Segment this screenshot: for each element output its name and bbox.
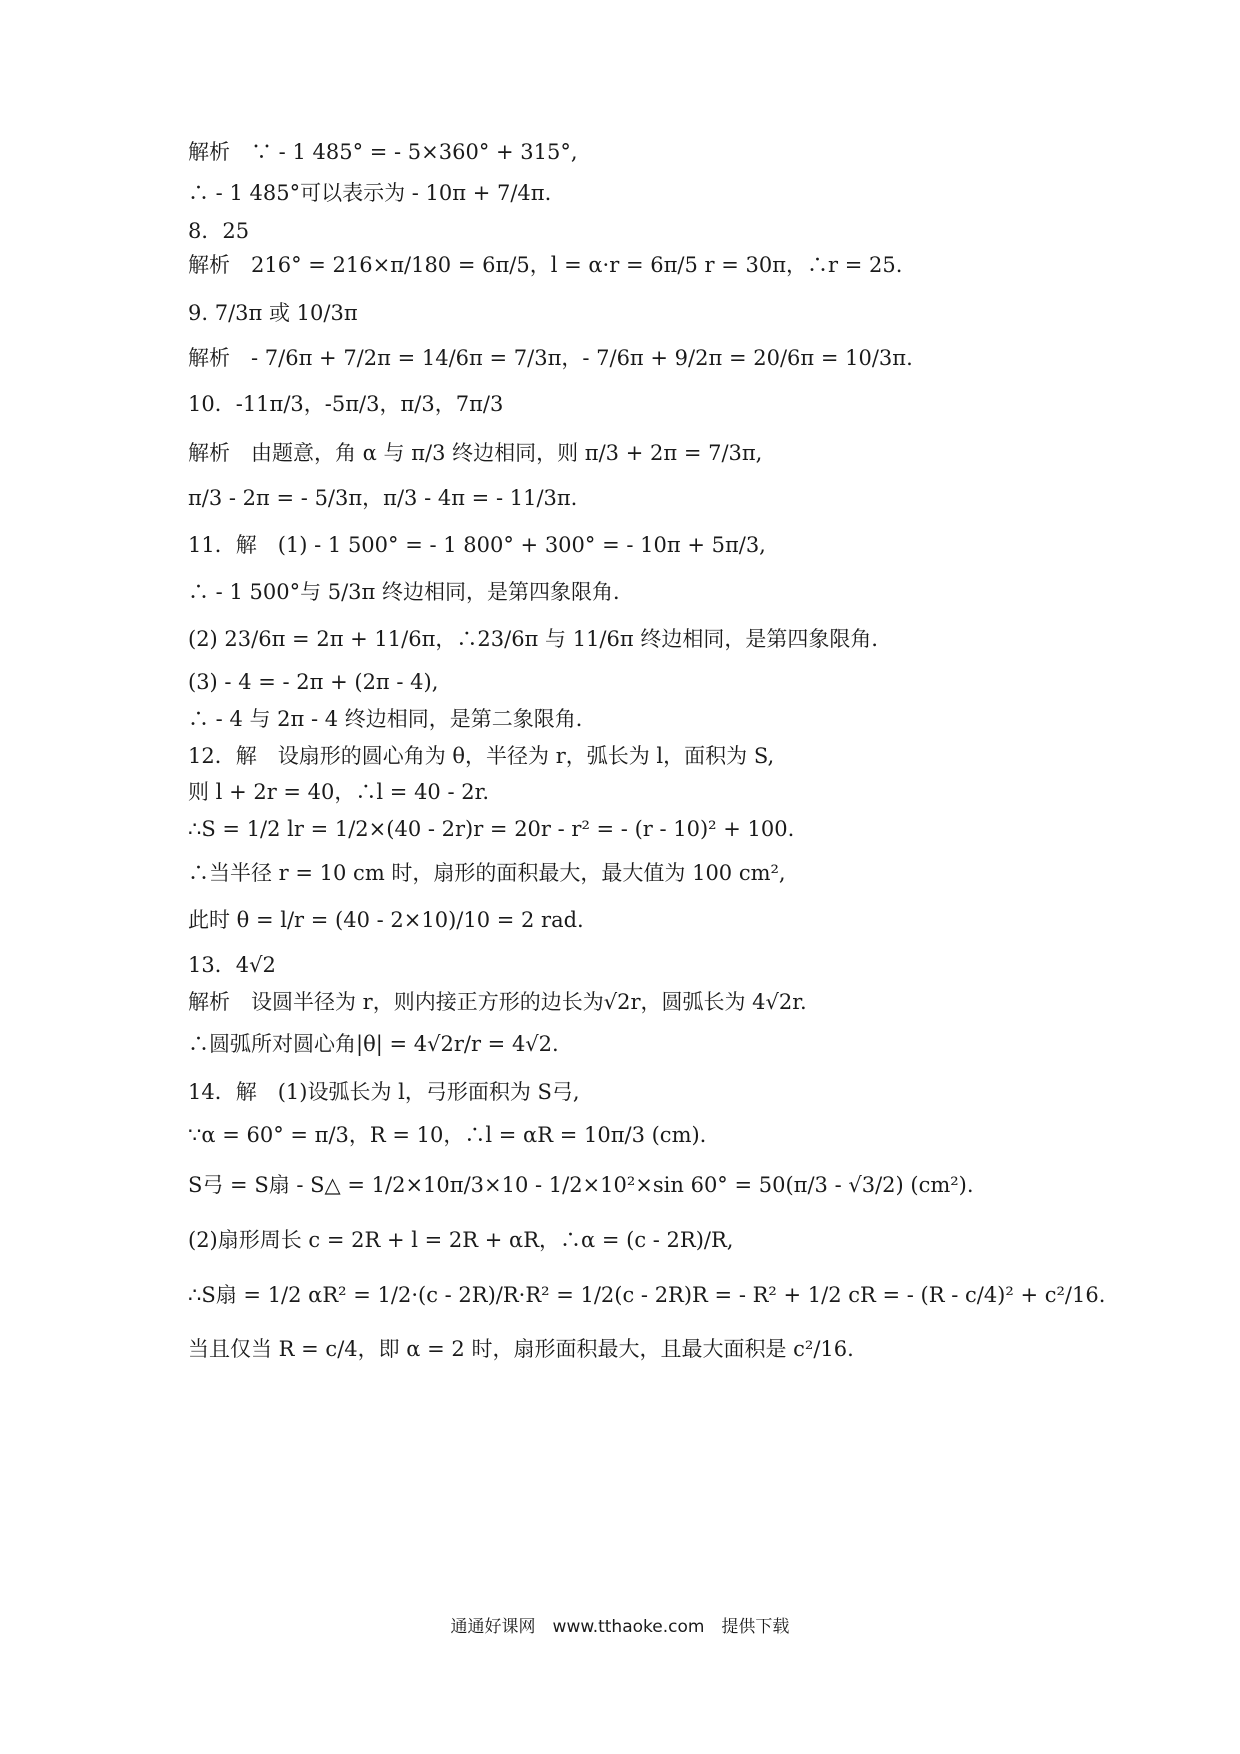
answer-line: ∴ - 1 485°可以表示为 - 10π + 7/4π. xyxy=(188,181,552,205)
answer-line: 解析 由题意，角 α 与 π/3 终边相同，则 π/3 + 2π = 7/3π, xyxy=(188,441,763,465)
answer-line: 解析 - 7/6π + 7/2π = 14/6π = 7/3π，- 7/6π + 9/2π = 20/6π = 10/3π. xyxy=(188,346,913,370)
answer-line: 13．4√2 xyxy=(188,953,276,977)
answer-line: 11．解 (1) - 1 500° = - 1 800° + 300° = - 10π + 5π/3, xyxy=(188,533,766,557)
answer-line: ∴ - 4 与 2π - 4 终边相同，是第二象限角． xyxy=(188,707,597,731)
answer-line: 10．-11π/3，-5π/3，π/3，7π/3 xyxy=(188,392,504,416)
answer-line: 8．25 xyxy=(188,219,250,243)
answer-line: (2) 23/6π = 2π + 11/6π，∴23/6π 与 11/6π 终边相同，是第四象限角． xyxy=(188,627,893,651)
answer-line: 则 l + 2r = 40，∴l = 40 - 2r. xyxy=(188,780,490,804)
answer-line: ∴S扇 = 1/2 αR² = 1/2·(c - 2R)/R·R² = 1/2(c - 2R)R = - R² + 1/2 cR = - (R - c/4)² + c²/16. xyxy=(188,1283,1106,1307)
answer-line: ∵α = 60° = π/3，R = 10，∴l = αR = 10π/3 (cm). xyxy=(188,1123,707,1147)
answer-line: 12．解 设扇形的圆心角为 θ，半径为 r，弧长为 l，面积为 S, xyxy=(188,744,775,768)
answer-line: 解析 216° = 216×π/180 = 6π/5，l = α·r = 6π/5 r = 30π，∴r = 25. xyxy=(188,253,903,277)
answer-line: (3) - 4 = - 2π + (2π - 4), xyxy=(188,670,439,694)
answer-line: 9. 7/3π 或 10/3π xyxy=(188,301,358,325)
answer-line: 解析 设圆半径为 r，则内接正方形的边长为√2r，圆弧长为 4√2r. xyxy=(188,990,807,1014)
answer-line: 此时 θ = l/r = (40 - 2×10)/10 = 2 rad. xyxy=(188,908,584,932)
answer-line: 14．解 (1)设弧长为 l，弓形面积为 S弓, xyxy=(188,1080,580,1104)
answer-line: ∴当半径 r = 10 cm 时，扇形的面积最大，最大值为 100 cm², xyxy=(188,861,786,885)
answer-line: 当且仅当 R = c/4，即 α = 2 时，扇形面积最大，且最大面积是 c²/16. xyxy=(188,1337,854,1361)
answer-line: ∴ - 1 500°与 5/3π 终边相同，是第四象限角． xyxy=(188,580,635,604)
footer-source: 通通好课网 www.tthaoke.com 提供下载 xyxy=(450,1617,790,1637)
answer-line: π/3 - 2π = - 5/3π，π/3 - 4π = - 11/3π. xyxy=(188,486,578,510)
answer-line: (2)扇形周长 c = 2R + l = 2R + αR，∴α = (c - 2R)/R, xyxy=(188,1228,734,1252)
answer-line: ∴圆弧所对圆心角|θ| = 4√2r/r = 4√2. xyxy=(188,1032,559,1056)
answer-line: 解析 ∵ - 1 485° = - 5×360° + 315°, xyxy=(188,140,578,164)
answer-line: ∴S = 1/2 lr = 1/2×(40 - 2r)r = 20r - r² = - (r - 10)² + 100. xyxy=(188,817,795,841)
answer-line: S弓 = S扇 - S△ = 1/2×10π/3×10 - 1/2×10²×sin 60° = 50(π/3 - √3/2) (cm²). xyxy=(188,1173,974,1197)
